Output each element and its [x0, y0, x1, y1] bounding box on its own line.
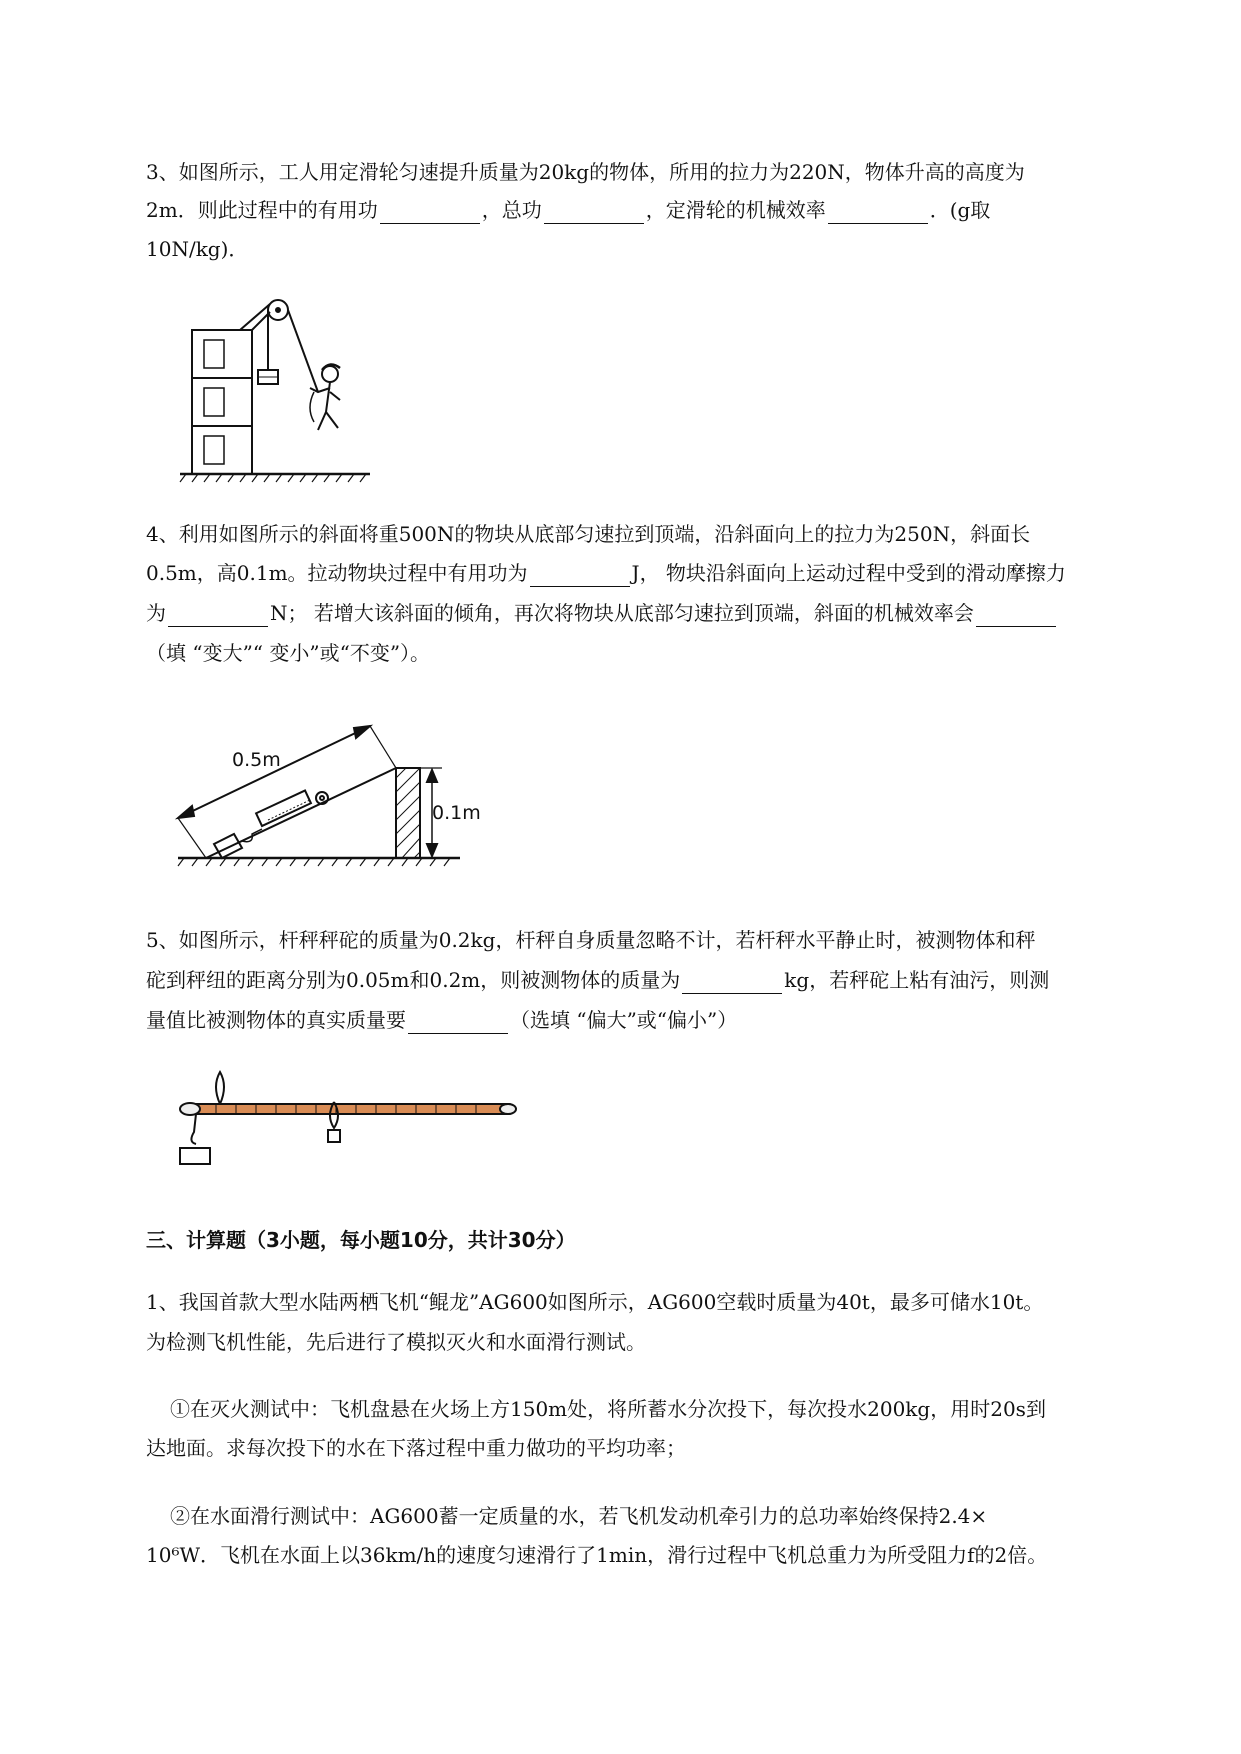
q4-text-c: 为 — [146, 601, 166, 625]
q4-blank-efficiency-change[interactable] — [976, 604, 1056, 627]
q3-line-3: 10N/kg)． — [146, 237, 249, 261]
q4-line-2 — [146, 559, 1066, 587]
building-block-bottom — [192, 426, 252, 474]
measured-object — [180, 1148, 210, 1164]
q5-line-2 — [146, 966, 1049, 994]
q4-blank-useful-work[interactable] — [530, 564, 630, 587]
incline-block — [214, 834, 242, 858]
incline-length-label: 0.5m — [232, 749, 281, 771]
incline-height-label: 0.1m — [432, 802, 481, 824]
c1-line-1: 1、我国首款大型水陆两栖飞机“鲲龙”AG600如图所示，AG600空载时质量为40t，最多可储水10t。 — [146, 1290, 1044, 1314]
q3-text-b: ，总功 — [481, 198, 542, 222]
q5-line-1: 5、如图所示，杆秤秤砣的质量为0.2kg，杆秤自身质量忽略不计，若杆秤水平静止时，被测物体和秤 — [146, 928, 1036, 952]
q3-text-c: ，定滑轮的机械效率 — [645, 198, 826, 222]
q5-blank-mass[interactable] — [682, 971, 782, 994]
pulley-figure — [180, 292, 400, 472]
q4-text-d: N； 若增大该斜面的倾角，再次将物块从底部匀速拉到顶端，斜面的机械效率会 — [270, 601, 974, 625]
building-block-top — [192, 330, 252, 378]
q5-text-b: kg，若秤砣上粘有油污，则测 — [784, 968, 1050, 992]
q4-blank-friction[interactable] — [168, 604, 268, 627]
q4-line-3 — [146, 599, 1058, 627]
q5-line-3 — [146, 1006, 737, 1034]
c1-line-2: 为检测飞机性能，先后进行了模拟灭火和水面滑行测试。 — [146, 1330, 646, 1354]
steelyard-beam — [184, 1104, 514, 1114]
q5-text-c: 量值比被测物体的真实质量要 — [146, 1008, 406, 1032]
incline-figure — [170, 716, 481, 876]
steelyard-figure — [176, 1072, 536, 1182]
q3-blank-efficiency[interactable] — [828, 201, 928, 224]
c1-part2-line-2: 10⁶W．飞机在水面上以36km/h的速度匀速滑行了1min，滑行过程中飞机总重力为所受阻力f的2倍。 — [146, 1543, 1048, 1567]
q3-text-d: ．(g取 — [929, 198, 991, 222]
incline-surface — [206, 768, 396, 858]
section-3-title: 三、计算题（3小题，每小题10分，共计30分） — [146, 1228, 576, 1252]
counterweight — [328, 1130, 340, 1142]
q3-line-2 — [146, 196, 990, 224]
c1-part2-line-1: ②在水面滑行测试中：AG600蓄一定质量的水，若飞机发动机牵引力的总功率始终保持2.4× — [170, 1504, 988, 1528]
q4-line-1: 4、利用如图所示的斜面将重500N的物块从底部匀速拉到顶端，沿斜面向上的拉力为250N，斜面长 — [146, 522, 1031, 546]
q5-text-a: 砣到秤纽的距离分别为0.05m和0.2m，则被测物体的质量为 — [146, 968, 681, 992]
steelyard-button — [216, 1072, 224, 1104]
q5-blank-bias[interactable] — [408, 1011, 508, 1034]
q3-line-1: 3、如图所示，工人用定滑轮匀速提升质量为20kg的物体，所用的拉力为220N，物体升高的高度为 — [146, 160, 1025, 184]
q5-text-d: （选填 “偏大”或“偏小”） — [510, 1008, 738, 1032]
q4-line-4: （填 “变大”“ 变小”或“不变”）。 — [146, 641, 431, 665]
q3-blank-useful-work[interactable] — [380, 201, 480, 224]
c1-part1-line-1: ①在灭火测试中：飞机盘悬在火场上方150m处，将所蓄水分次投下，每次投水200kg，用时20s到 — [170, 1397, 1046, 1421]
q3-text-a: 2m．则此过程中的有用功 — [146, 198, 378, 222]
c1-part1-line-2: 达地面。求每次投下的水在下落过程中重力做功的平均功率； — [146, 1436, 686, 1460]
building-block-middle — [192, 378, 252, 426]
q4-text-a: 0.5m，高0.1m。拉动物块过程中有用功为 — [146, 561, 528, 585]
q3-blank-total-work[interactable] — [544, 201, 644, 224]
q4-text-b: J， 物块沿斜面向上运动过程中受到的滑动摩擦力 — [631, 561, 1066, 585]
